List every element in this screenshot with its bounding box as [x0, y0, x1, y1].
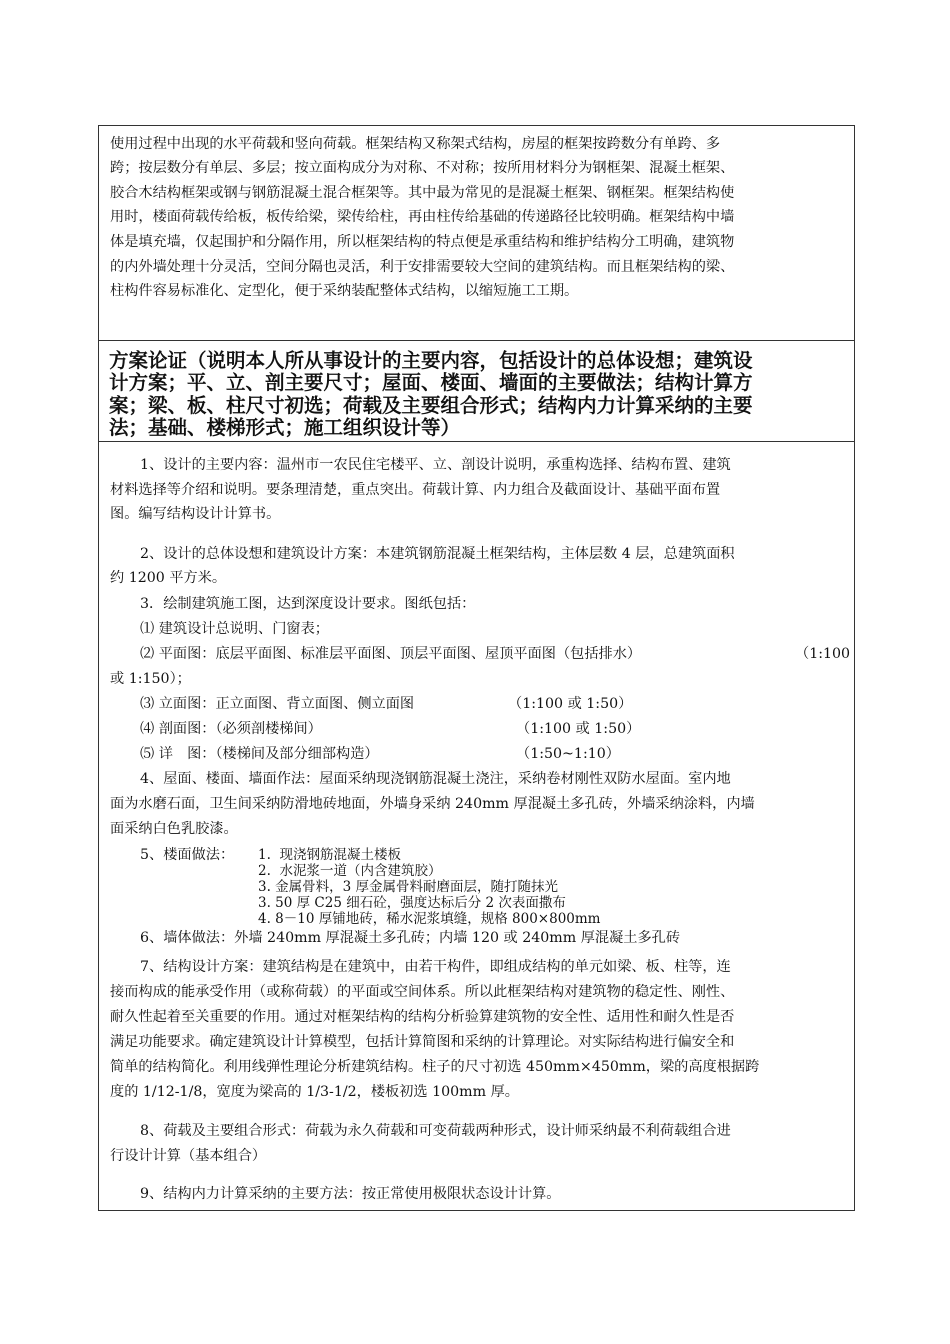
body-line: 材料选择等介绍和说明。要条理清楚，重点突出。荷载计算、内力组合及截面设计、基础平面布置	[110, 482, 721, 498]
body-line: 2、设计的总体设想和建筑设计方案：本建筑钢筋混凝土框架结构，主体层数 4 层，总建筑面积	[140, 546, 735, 562]
drawing-scale: 或 1:150）；	[110, 671, 191, 687]
intro-line: 使用过程中出现的水平荷载和竖向荷载。框架结构又称架式结构，房屋的框架按跨数分有单跨、多	[110, 136, 721, 152]
heading-line: 案；梁、板、柱尺寸初选；荷载及主要组合形式；结构内力计算采纳的主要	[109, 394, 753, 417]
body-line: 9、结构内力计算采纳的主要方法：按正常使用极限状态设计计算。	[140, 1186, 561, 1202]
drawing-item: ⑵ 平面图：底层平面图、标准层平面图、顶层平面图、屋顶平面图（包括排水）	[140, 646, 642, 662]
intro-line: 跨；按层数分有单层、多层；按立面构成分为对称、不对称；按所用材料分为钢框架、混凝土框架、	[110, 160, 735, 176]
intro-line: 用时，楼面荷载传给板，板传给梁，梁传给柱，再由柱传给基础的传递路径比较明确。框架结构中墙	[110, 209, 735, 225]
body-line: 6、墙体做法：外墙 240mm 厚混凝土多孔砖；内墙 120 或 240mm 厚混凝土多孔砖	[140, 930, 681, 946]
floor-method-item: 1. 现浇钢筋混凝土楼板	[258, 847, 401, 863]
drawing-item: ⑷ 剖面图：（必须剖楼梯间）	[140, 721, 322, 737]
heading-line: 法；基础、楼梯形式；施工组织设计等）	[109, 416, 461, 439]
body-line: 行设计计算（基本组合）	[110, 1148, 267, 1164]
body-line: 简单的结构简化。利用线弹性理论分析建筑结构。柱子的尺寸初选 450mm×450mm，梁的高度根据跨	[110, 1059, 760, 1075]
floor-method-item: 4. 8－10 厚铺地砖，稀水泥浆填缝，规格 800×800mm	[258, 911, 601, 927]
intro-line: 体是填充墙，仅起围护和分隔作用，所以框架结构的特点便是承重结构和维护结构分工明确，建筑物	[110, 234, 735, 250]
intro-line: 的内外墙处理十分灵活，空间分隔也灵活，利于安排需要较大空间的建筑结构。而且框架结构的梁、	[110, 259, 735, 275]
floor-method-item: 3. 50 厚 C25 细石砼，强度达标后分 2 次表面撒布	[258, 895, 566, 911]
body-line: 3．绘制建筑施工图，达到深度设计要求。图纸包括：	[140, 596, 476, 612]
body-line: 度的 1/12-1/8，宽度为梁高的 1/3-1/2，楼板初选 100mm 厚。	[110, 1084, 519, 1100]
body-line: 7、结构设计方案：建筑结构是在建筑中，由若干构件，即组成结构的单元如梁、板、柱等，连	[140, 959, 731, 975]
drawing-scale: （1:50~1:10）	[516, 746, 620, 762]
drawing-item: ⑶ 立面图：正立面图、背立面图、侧立面图	[140, 696, 415, 712]
drawing-scale: （1:100 或 1:50）	[508, 696, 633, 712]
drawing-item: ⑴ 建筑设计总说明、门窗表；	[140, 621, 329, 637]
intro-line: 柱构件容易标准化、定型化，便于采纳装配整体式结构，以缩短施工工期。	[110, 283, 579, 299]
drawing-item: ⑸ 详 图：（楼梯间及部分细部构造）	[140, 746, 379, 762]
body-line: 图。编写结构设计计算书。	[110, 506, 281, 522]
heading-line: 计方案；平、立、剖主要尺寸；屋面、楼面、墙面的主要做法；结构计算方	[109, 371, 753, 394]
body-line: 接而构成的能承受作用（或称荷载）的平面或空间体系。所以此框架结构对建筑物的稳定性、刚性、	[110, 984, 735, 1000]
body-line: 满足功能要求。确定建筑设计计算模型，包括计算简图和采纳的计算理论。对实际结构进行偏安全和	[110, 1034, 735, 1050]
floor-method-item: 2. 水泥浆一道（内含建筑胶）	[258, 863, 442, 879]
body-line: 4、屋面、楼面、墙面作法：屋面采纳现浇钢筋混凝土浇注，采纳卷材刚性双防水屋面。室内地	[140, 771, 731, 787]
intro-line: 胶合木结构框架或钢与钢筋混凝土混合框架等。其中最为常见的是混凝土框架、钢框架。框架结构使	[110, 185, 735, 201]
body-line: 8、荷载及主要组合形式：荷载为永久荷载和可变荷载两种形式，设计师采纳最不利荷载组合进	[140, 1123, 731, 1139]
drawing-scale: （1:100	[795, 646, 851, 662]
floor-method-label: 5、楼面做法：	[140, 847, 235, 863]
body-line: 面为水磨石面，卫生间采纳防滑地砖地面，外墙身采纳 240mm 厚混凝土多孔砖，外墙采纳涂料，内墙	[110, 796, 755, 812]
body-line: 面采纳白色乳胶漆。	[110, 821, 238, 837]
body-line: 1、设计的主要内容：温州市一农民住宅楼平、立、剖设计说明，承重构选择、结构布置、建筑	[140, 457, 731, 473]
drawing-scale: （1:100 或 1:50）	[516, 721, 641, 737]
floor-method-item: 3. 金属骨料，3 厚金属骨料耐磨面层，随打随抹光	[258, 879, 559, 895]
body-line: 耐久性起着至关重要的作用。通过对框架结构的结构分析验算建筑物的安全性、适用性和耐久性是否	[110, 1009, 735, 1025]
heading-line: 方案论证（说明本人所从事设计的主要内容，包括设计的总体设想；建筑设	[109, 349, 753, 372]
body-line: 约 1200 平方米。	[110, 570, 227, 586]
